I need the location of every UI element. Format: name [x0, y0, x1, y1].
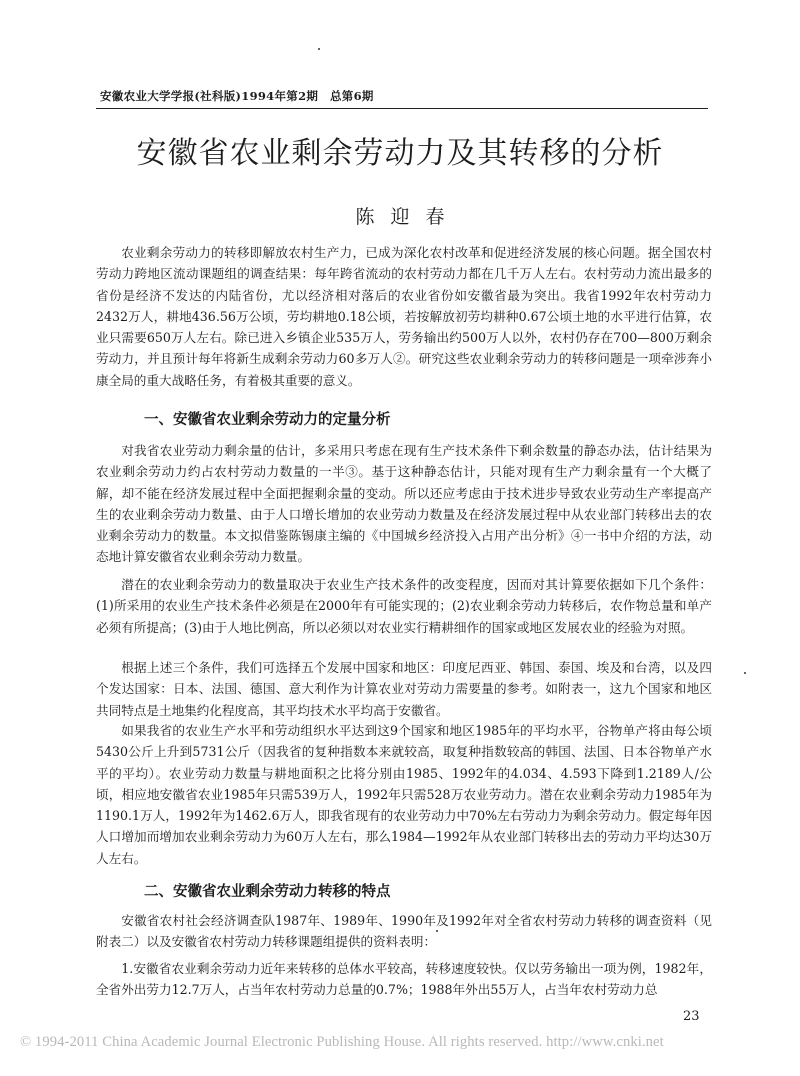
header-rule: [96, 108, 708, 109]
section-1-heading: 一、安徽省农业剩余劳动力的定量分析: [144, 412, 391, 428]
copyright-notice: © 1994-2011 China Academic Journal Electronic Publishing House. All rights reserved. http://www.cnki.net: [20, 1034, 664, 1050]
page-number: 23: [683, 1009, 700, 1024]
section-1-paragraph-4: 如果我省的农业生产水平和劳动组织水平达到这9个国家和地区1985年的平均水平，谷物单产将由每公顷5430公斤上升到5731公斤（因我省的复种指数本来就较高，取复种指数较高的韩国、法国、日本谷物单产水平的平均）。农业劳动力数量与耕地面积之比将分别由1985、1992年的4.034、4.593下降到1.2189人/公顷，相应地安徽省农业1985年只需539万人，1992年只需528万农业劳动力。潜在农业剩余劳动力1985年为1190.1万人，1992年为1462.6万人，即我省现有的农业劳动力中70%左右劳动力为剩余劳动力。假定每年因人口增加而增加农业剩余劳动力为60万人左右，那么1984—1992年从农业部门转移出去的劳动力平均达30万人左右。: [96, 723, 712, 866]
article-title: 安徽省农业剩余劳动力及其转移的分析: [136, 136, 664, 171]
scan-speck: [318, 48, 320, 50]
intro-paragraph: 农业剩余劳动力的转移即解放农村生产力，已成为深化农村改革和促进经济发展的核心问题。据全国农村劳动力跨地区流动课题组的调查结果：每年跨省流动的农村劳动力都在几千万人左右。农村劳动力流出最多的省份是经济不发达的内陆省份，尤以经济相对落后的农业省份如安徽省最为突出。我省1992年农村劳动力2432万人，耕地436.56万公顷，劳均耕地0.18公顷，若按解放初劳均耕种0.67公顷土地的水平进行估算，农业只需要650万人左右。除已进入乡镇企业535万人，劳务输出约500万人以外，农村仍存在700—800万剩余劳动力，并且预计每年将新生成剩余劳动力60多万人②。研究这些农业剩余劳动力的转移问题是一项牵涉奔小康全局的重大战略任务，有着极其重要的意义。: [96, 245, 712, 388]
section-1-paragraph-1: 对我省农业劳动力剩余量的估计，多采用只考虑在现有生产技术条件下剩余数量的静态办法，估计结果为农业剩余劳动力约占农村劳动力数量的一半③。基于这种静态估计，只能对现有生产力剩余量有一个大概了解，却不能在经济发展过程中全面把握剩余量的变动。所以还应考虑由于技术进步导致农业劳动生产率提高产生的农业剩余劳动力数量、由于人口增长增加的农业劳动力数量及在经济发展过程中从农业部门转移出去的农业剩余劳动力的数量。本文拟借鉴陈锡康主编的《中国城乡经济投入占用产出分析》④一书中介绍的方法，动态地计算安徽省农业剩余劳动力数量。: [96, 443, 712, 565]
section-1-paragraph-3: 根据上述三个条件，我们可选择五个发展中国家和地区：印度尼西亚、韩国、泰国、埃及和台湾，以及四个发达国家：日本、法国、德国、意大利作为计算农业对劳动力需要量的参考。如附表一，这九个国家和地区共同特点是土地集约化程度高，其平均技术水平均高于安徽省。: [96, 660, 712, 718]
section-2-paragraph-2: 1.安徽省农业剩余劳动力近年来转移的总体水平较高，转移速度较快。仅以劳务输出一项为例，1982年，全省外出劳力12.7万人，占当年农村劳动力总量的0.7%；1988年外出55万人，占当年农村劳动力总: [96, 961, 712, 998]
section-2-paragraph-1: 安徽省农村社会经济调查队1987年、1989年、1990年及1992年对全省农村劳动力转移的调查资料（见附表二）以及安徽省农村劳动力转移课题组提供的资料表明：: [96, 913, 712, 950]
section-2-heading: 二、安徽省农业剩余劳动力转移的特点: [144, 884, 391, 900]
journal-header: 安徽农业大学学报(社科版)1994年第2期 总第6期: [100, 89, 374, 103]
article-author: 陈迎春: [355, 206, 461, 228]
scan-speck: [744, 672, 746, 674]
section-1-paragraph-2: 潜在的农业剩余劳动力的数量取决于农业生产技术条件的改变程度，因而对其计算要依据如下几个条件：(1)所采用的农业生产技术条件必须是在2000年有可能实现的；(2)农业剩余劳动力转移后，农作物总量和单产必须有所提高；(3)由于人地比例高，所以必须以对农业实行精耕细作的国家或地区发展农业的经验为对照。: [96, 577, 712, 635]
